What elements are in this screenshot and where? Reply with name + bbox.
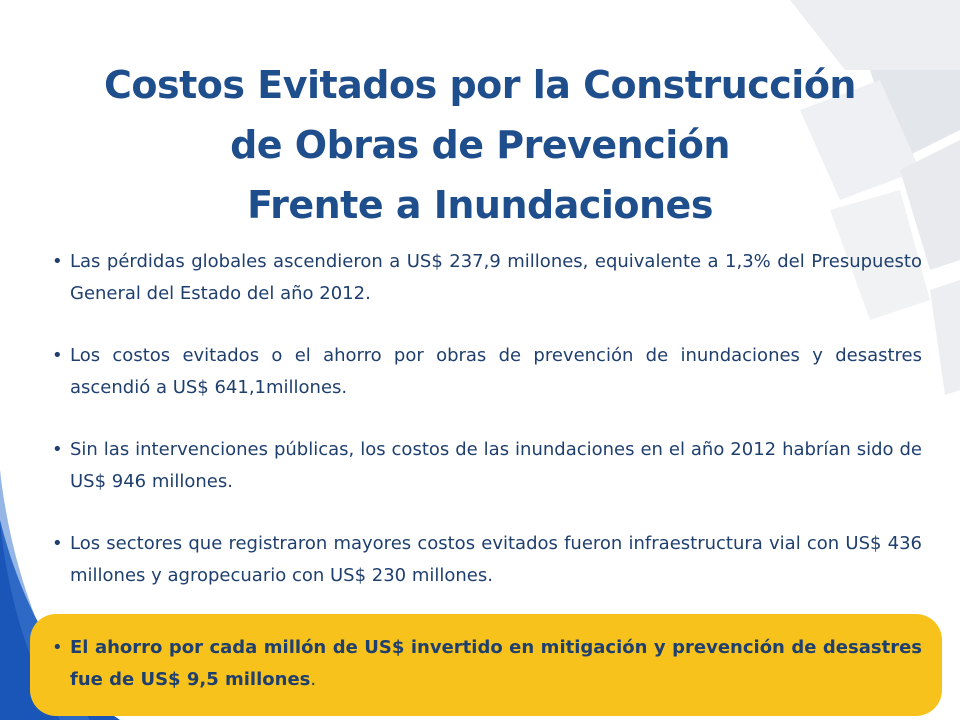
bullet-item: • Las pérdidas globales ascendieron a US$ 237,9 millones, equivalente a 1,3% del Presupuesto General del Estado del año 2012. <box>52 246 922 310</box>
title-line-2: de Obras de Prevención <box>230 123 730 168</box>
title-line-1: Costos Evitados por la Construcción <box>104 63 856 108</box>
highlight-text: El ahorro por cada millón de US$ invertido en mitigación y prevención de desastres fue de US$ 9,5 millones <box>70 637 922 690</box>
deco-gray-panel-6 <box>930 280 960 395</box>
highlight-period: . <box>310 669 317 690</box>
highlight-bullet <box>52 632 922 696</box>
bullet-item: • Los costos evitados o el ahorro por obras de prevención de inundaciones y desastres ascendió a US$ 641,1millones. <box>52 340 922 404</box>
bullet-list <box>52 246 922 622</box>
bullet-item: • Sin las intervenciones públicas, los costos de las inundaciones en el año 2012 habrían sido de US$ 946 millones. <box>52 434 922 498</box>
title-line-3: Frente a Inundaciones <box>247 183 713 228</box>
bullet-item: • Los sectores que registraron mayores costos evitados fueron infraestructura vial con US$ 436 millones y agropecuario con US$ 230 millones. <box>52 528 922 592</box>
slide-title <box>40 55 920 235</box>
